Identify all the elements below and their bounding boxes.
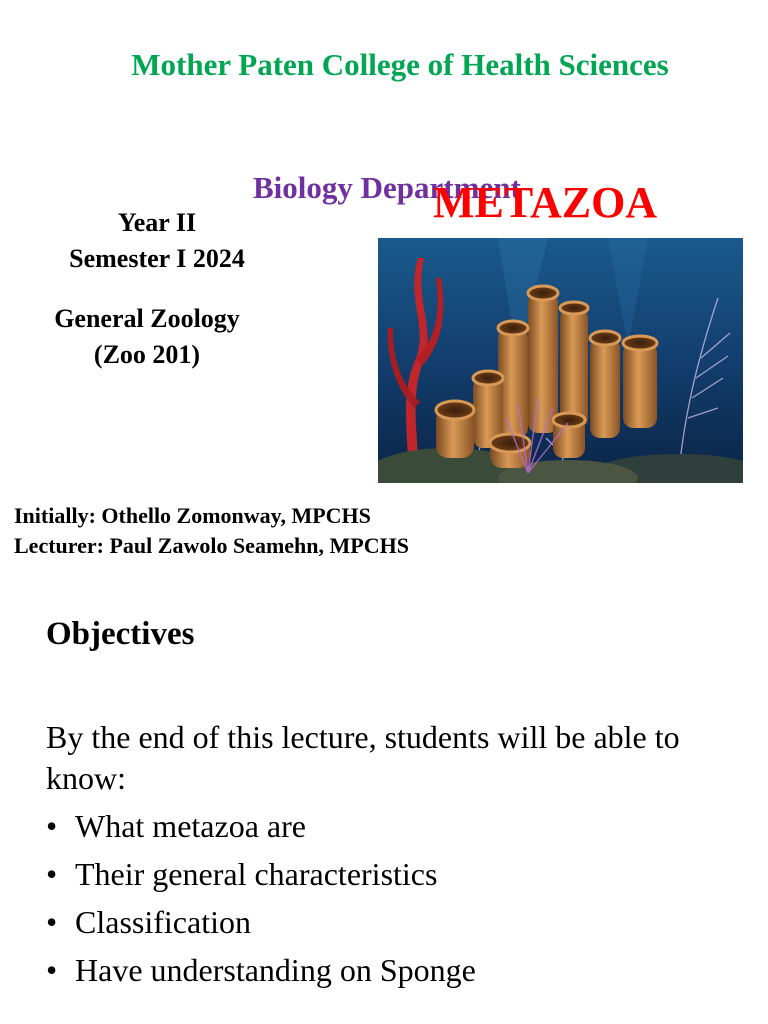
objectives-heading: Objectives [46,616,195,652]
bullet-icon: • [46,856,58,892]
course-name: General Zoology [54,304,240,333]
objectives-list [46,806,726,998]
bullet-icon: • [46,904,58,940]
college-name: Mother Paten College of Health Sciences [131,47,669,82]
lecturer-name: Lecturer: Paul Zawolo Seamehn, MPCHS [14,533,409,558]
department-name: Biology Department [253,170,521,205]
objective-text: Classification [75,904,251,940]
year-semester-block [20,205,294,277]
objective-text: Have understanding on Sponge [75,952,476,988]
credits-block [14,501,409,561]
topic-title: METAZOA [433,178,658,227]
course-code: (Zoo 201) [93,340,201,369]
sponge-reef-photo [378,238,743,483]
objective-text: What metazoa are [75,808,306,844]
bullet-icon: • [46,952,58,988]
list-item [46,902,726,942]
objective-text: Their general characteristics [75,856,438,892]
list-item [46,950,726,990]
list-item [46,854,726,894]
objectives-intro: By the end of this lecture, students will be able to know: [46,719,680,796]
list-item [46,806,726,846]
course-block [20,301,274,373]
semester-label: Semester I 2024 [69,244,245,273]
initial-author: Initially: Othello Zomonway, MPCHS [14,503,371,528]
year-label: Year II [117,208,197,237]
bullet-icon: • [46,808,58,844]
